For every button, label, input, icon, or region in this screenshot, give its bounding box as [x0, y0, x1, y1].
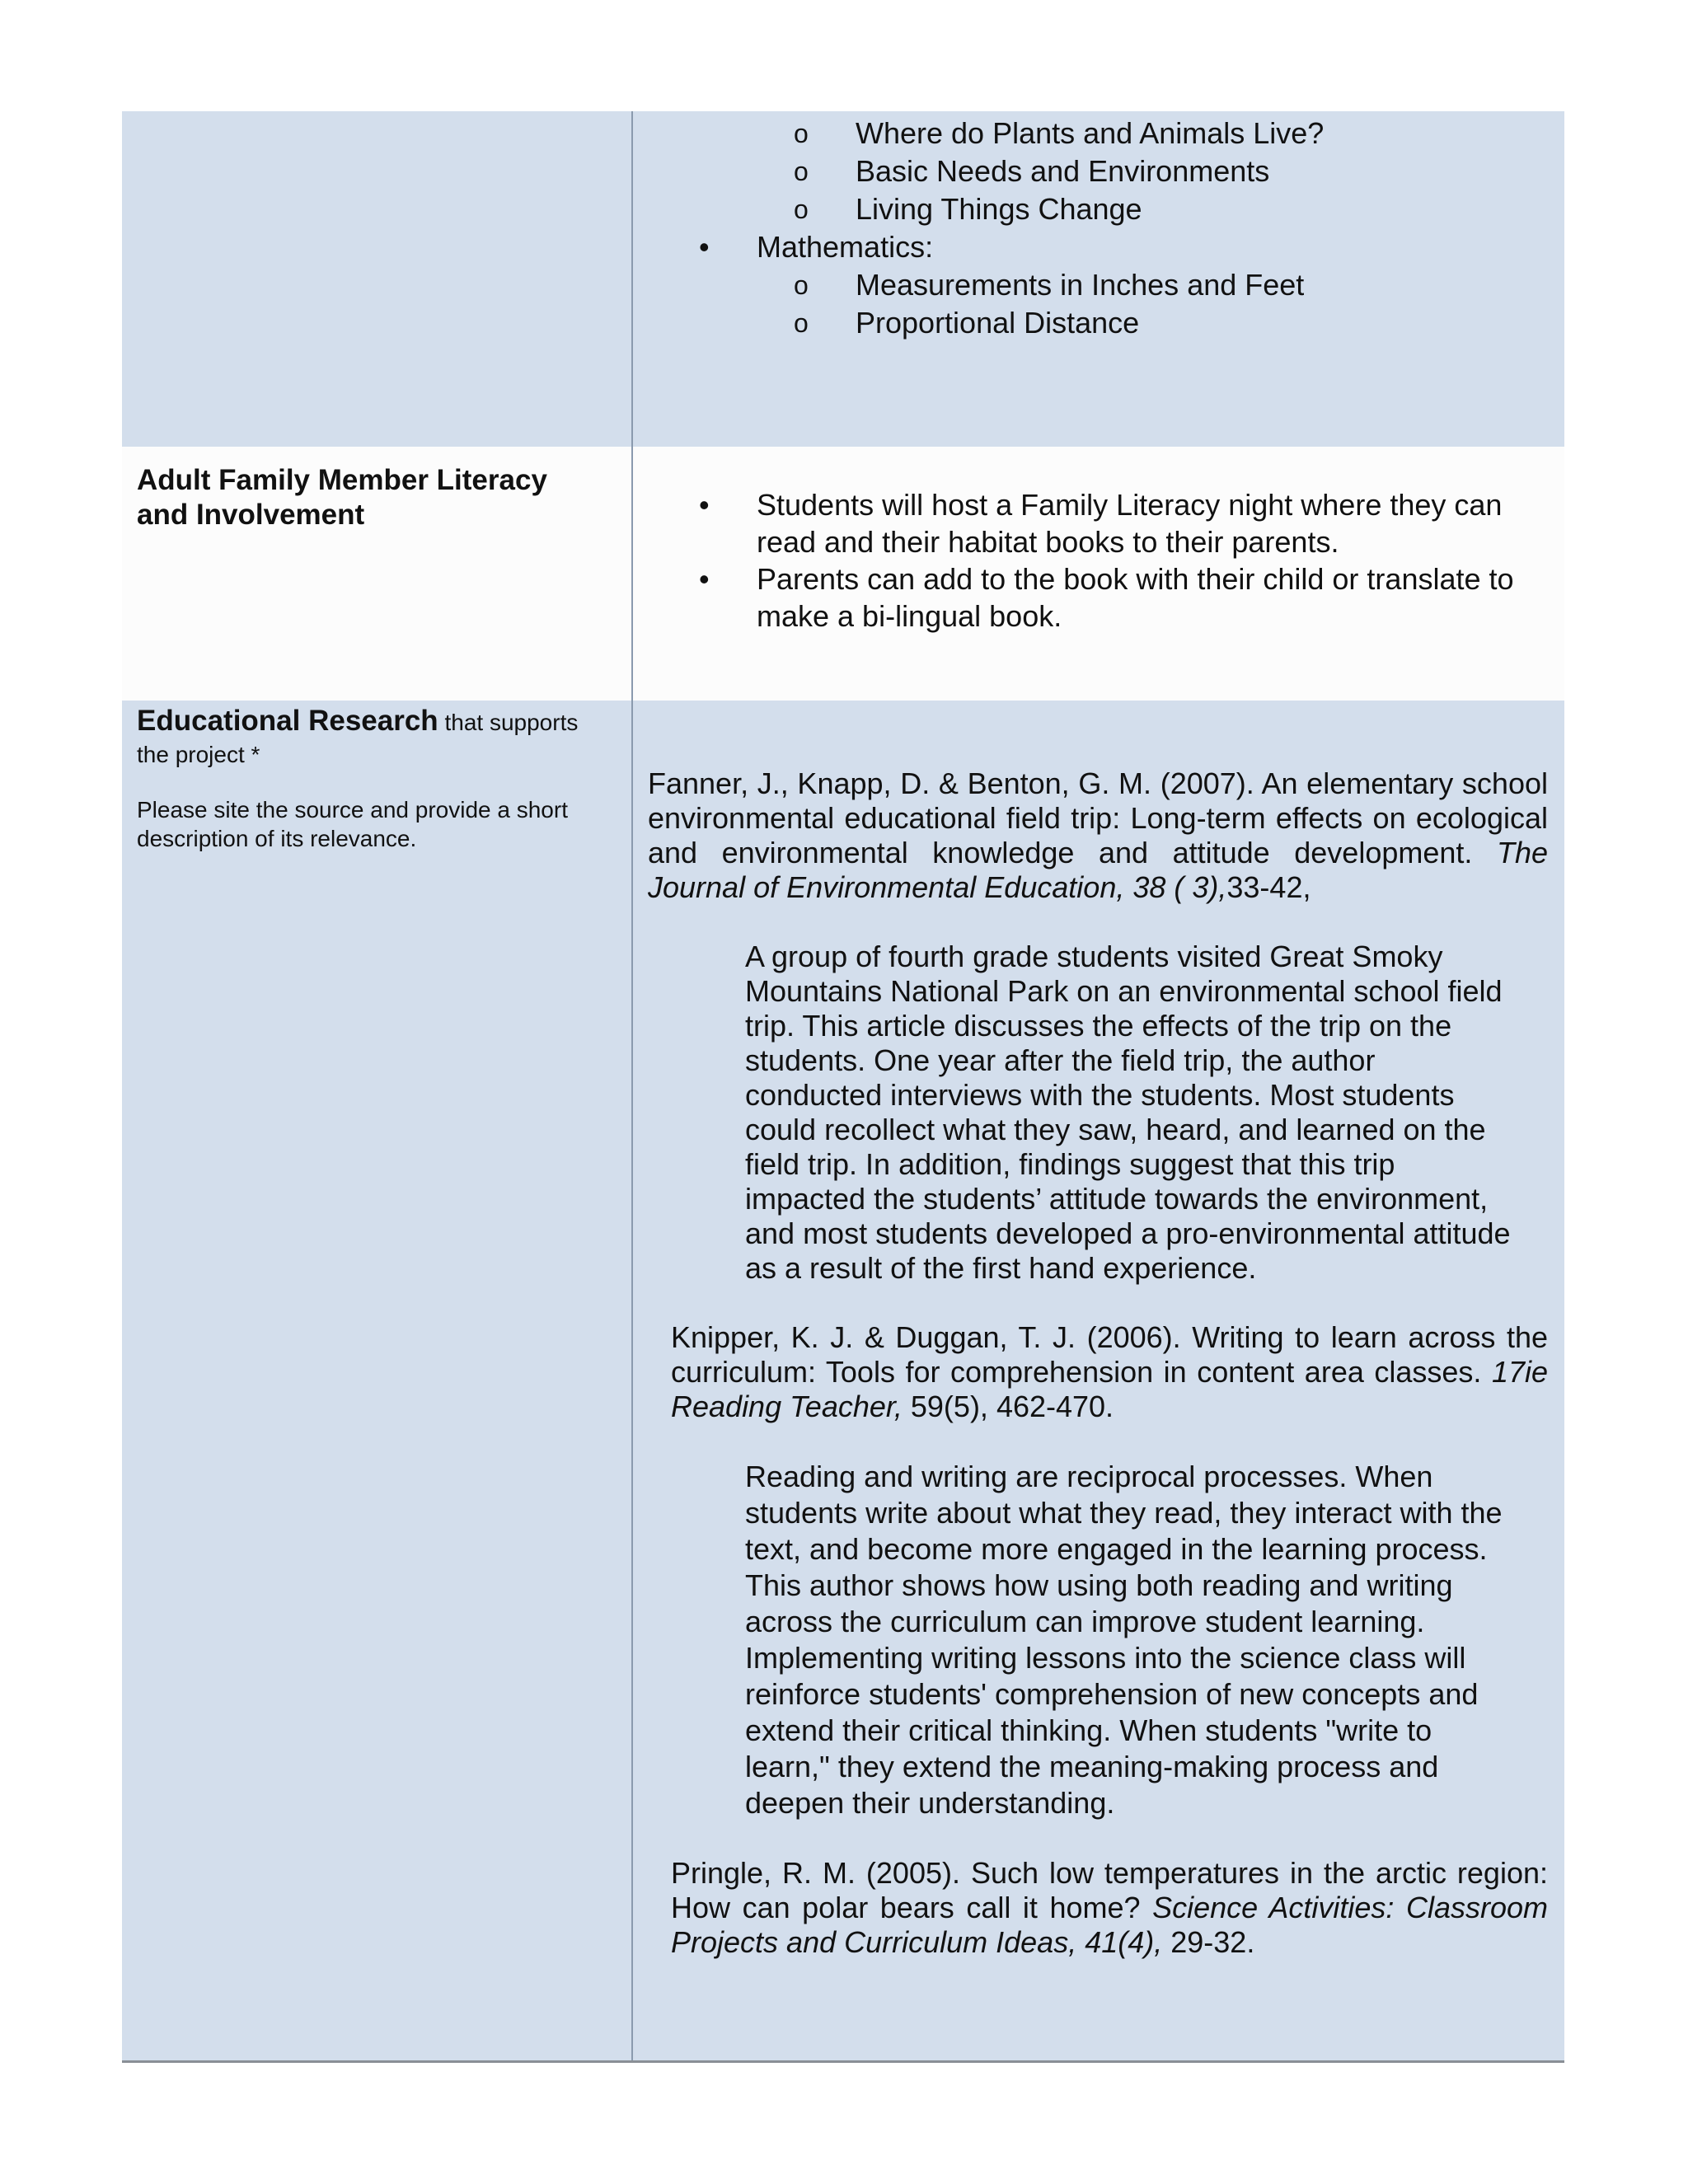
sub-bullet-icon: o — [794, 157, 809, 186]
instruction-note: Please site the source and provide a short description of its relevance. — [137, 797, 568, 851]
sub-bullet-icon: o — [794, 194, 809, 224]
list-item-text: Proportional Distance — [856, 306, 1140, 340]
heading-bold: Educational Research — [137, 705, 438, 737]
list-item-text: Basic Needs and Environments — [856, 154, 1270, 188]
reference-citation — [648, 766, 1548, 905]
sub-bullet-icon: o — [794, 308, 809, 338]
heading-subline: the project * — [137, 742, 260, 767]
citation-journal: The Journal of Environmental Education, 38 ( 3), — [648, 836, 1548, 904]
bullet-icon: • — [699, 230, 710, 264]
heading-line: and Involvement — [137, 499, 365, 531]
reference-description: A group of fourth grade students visited Great Smoky Mountains National Park on an environmental school field trip. This article discusses the effects of the trip on the students. One year after the field trip, the author conducted interviews with the students. Most students could recollect what they saw, heard, and learned on the field trip. In addition, findings suggest that this trip impacted the students’ attitude towards the environment, and most students developed a pro-environmental attitude as a result of the first hand experience. — [745, 940, 1511, 1285]
list-item — [633, 266, 1564, 304]
citation-pages: 59(5), 462-470. — [902, 1390, 1114, 1423]
citation-text: Pringle, R. M. (2005). Such low temperatures in the arctic region: How can polar bears call it home? — [671, 1856, 1548, 1924]
list-item — [633, 486, 1564, 560]
table-row-educational-research — [122, 701, 1564, 2060]
heading-line: Adult Family Member Literacy — [137, 464, 547, 496]
list-item-text: Mathematics: — [757, 230, 934, 264]
reference-citation — [648, 1856, 1548, 1960]
row1-right-cell — [633, 111, 1564, 447]
bullet-icon: • — [699, 488, 710, 522]
list-item-text: Where do Plants and Animals Live? — [856, 116, 1325, 150]
list-item — [633, 190, 1564, 228]
list-item-mathematics — [633, 228, 1564, 266]
list-item — [633, 304, 1564, 342]
family-literacy-list — [633, 486, 1564, 635]
list-item-text: Parents can add to the book with their child or translate to make a bi-lingual book. — [757, 562, 1514, 633]
sub-bullet-icon: o — [794, 119, 809, 148]
list-item-text: Living Things Change — [856, 192, 1142, 226]
citation-journal: Science Activities: Classroom Projects and Curriculum Ideas, 41(4), — [671, 1891, 1548, 1959]
list-item-text: Measurements in Inches and Feet — [856, 268, 1305, 302]
citation-pages: 33-42, — [1226, 870, 1311, 904]
list-item — [633, 560, 1564, 635]
reference-description: Reading and writing are reciprocal processes. When students write about what they read, they interact with the text, and become more engaged in the learning process. This author shows how using both reading and writing across the curriculum can improve student learning. Implementing writing lessons into the science class will reinforce students' comprehension of new concepts and extend their critical thinking. When students "write to learn," they extend the meaning-making process and deepen their understanding. — [745, 1460, 1503, 1820]
row2-right-cell — [633, 447, 1564, 701]
list-item-text: Students will host a Family Literacy night where they can read and their habitat books to their parents. — [757, 488, 1503, 559]
citation-journal: 17ie Reading Teacher, — [671, 1355, 1548, 1423]
row-heading — [137, 463, 615, 532]
row3-left-cell — [122, 701, 633, 2060]
list-item — [633, 152, 1564, 190]
row3-right-cell — [633, 701, 1564, 2060]
citation-text: Fanner, J., Knapp, D. & Benton, G. M. (2007). An elementary school environmental educational field trip: Long-term effects on ecological and environmental knowledge and attitude development. — [648, 766, 1548, 869]
reference-citation — [648, 1320, 1548, 1424]
citation-pages: 29-32. — [1162, 1925, 1255, 1959]
list-item — [633, 115, 1564, 152]
project-table — [122, 111, 1564, 2063]
row1-left-cell — [122, 111, 633, 447]
row-heading — [137, 704, 615, 740]
table-row-content-standards — [122, 111, 1564, 447]
citation-text: Knipper, K. J. & Duggan, T. J. (2006). Writing to learn across the curriculum: Tools for comprehension in content area classes. — [671, 1320, 1548, 1389]
bullet-icon: • — [699, 562, 710, 596]
science-topic-list — [633, 115, 1564, 342]
table-row-family-literacy — [122, 447, 1564, 701]
heading-rest: that supports — [438, 710, 579, 735]
row2-left-cell — [122, 447, 633, 701]
sub-bullet-icon: o — [794, 270, 809, 300]
